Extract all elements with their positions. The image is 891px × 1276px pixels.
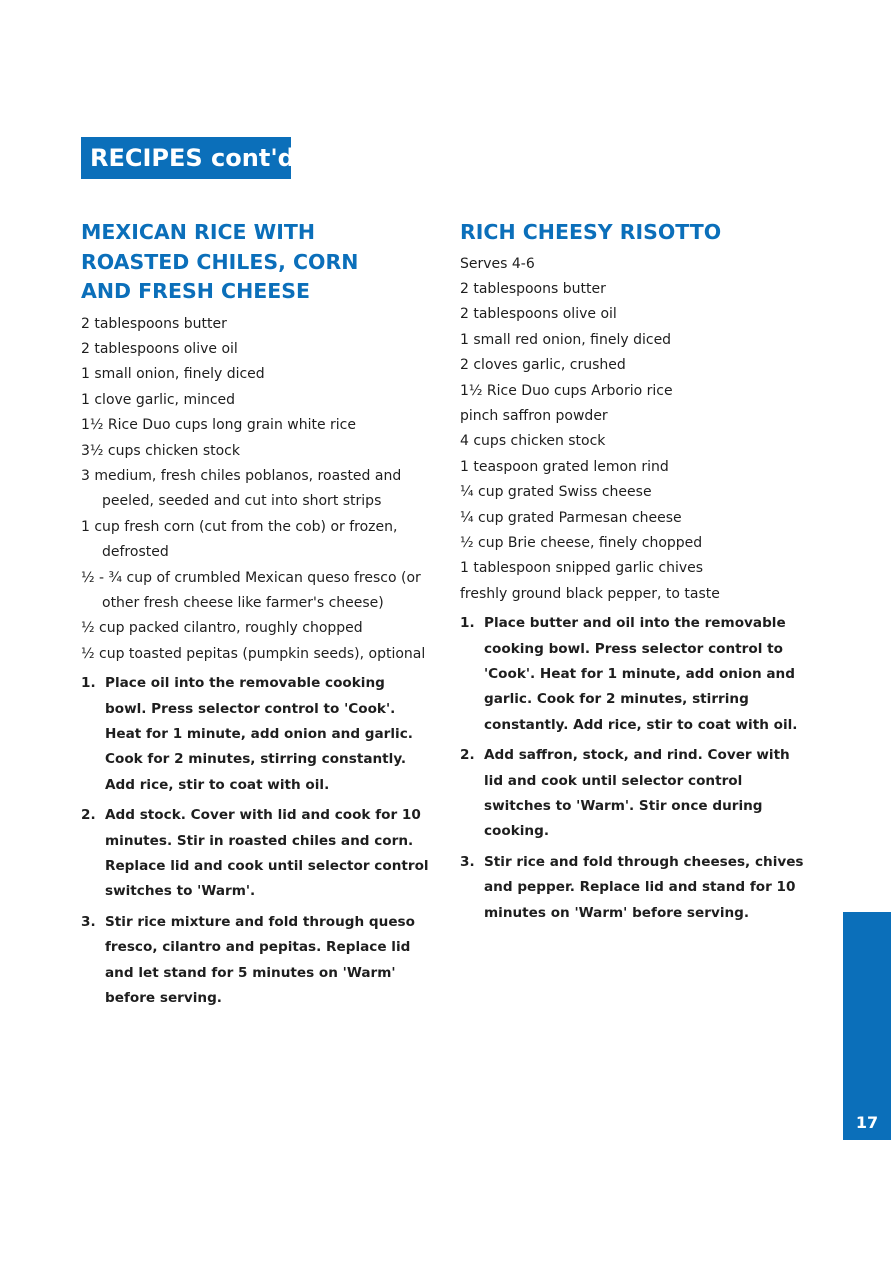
ingredient-item: 1 tablespoon snipped garlic chives bbox=[460, 560, 704, 577]
ingredient-item: ½ cup toasted pepitas (pumpkin seeds), optional bbox=[81, 645, 426, 662]
ingredient-item: 2 cloves garlic, crushed bbox=[460, 357, 626, 374]
recipe-title-line: MEXICAN RICE WITH bbox=[81, 220, 316, 244]
ingredient-item: 4 cups chicken stock bbox=[460, 433, 606, 450]
ingredient-item: 1 teaspoon grated lemon rind bbox=[460, 458, 669, 475]
ingredient-list bbox=[81, 312, 429, 668]
ingredient-item: 1½ Rice Duo cups Arborio rice bbox=[460, 382, 673, 399]
ingredient-item: ½ - ¾ cup of crumbled Mexican queso fresco (or other fresh cheese like farmer's cheese) bbox=[81, 569, 421, 611]
ingredient-item: 2 tablespoons olive oil bbox=[81, 340, 238, 357]
method-step bbox=[81, 803, 429, 905]
step-number: 3. bbox=[81, 913, 96, 930]
step-text: Place butter and oil into the removable cooking bowl. Press selector control to 'Cook'. Heat for 1 minute, add onion and garlic. Cook for 2 minutes, stirring constantly. Add rice, stir to coat with oil. bbox=[484, 615, 798, 733]
step-number: 1. bbox=[81, 675, 96, 692]
ingredient-item: ½ cup Brie cheese, finely chopped bbox=[460, 534, 703, 551]
recipe-cheesy-risotto bbox=[460, 218, 810, 931]
step-text: Add stock. Cover with lid and cook for 10 minutes. Stir in roasted chiles and corn. Replace lid and cook until selector control switches to 'Warm'. bbox=[105, 807, 429, 900]
ingredient-item: 2 tablespoons olive oil bbox=[460, 306, 617, 323]
ingredient-item: 1½ Rice Duo cups long grain white rice bbox=[81, 417, 356, 434]
ingredient-item: ½ cup packed cilantro, roughly chopped bbox=[81, 620, 363, 637]
ingredient-item: 2 tablespoons butter bbox=[81, 315, 227, 332]
ingredient-item: 1 cup fresh corn (cut from the cob) or frozen, defrosted bbox=[81, 518, 398, 561]
method-step bbox=[460, 743, 810, 845]
method-step bbox=[81, 910, 429, 1012]
serves-info: Serves 4-6 bbox=[460, 255, 535, 272]
page-number: 17 bbox=[855, 1113, 879, 1132]
step-text: Add saffron, stock, and rind. Cover with lid and cook until selector control switches to 'Warm'. Stir once during cooking. bbox=[484, 747, 790, 840]
step-text: Stir rice mixture and fold through queso fresco, cilantro and pepitas. Replace lid and let stand for 5 minutes on 'Warm' before serving. bbox=[105, 913, 415, 1007]
step-number: 1. bbox=[460, 615, 475, 632]
ingredient-item: ¼ cup grated Parmesan cheese bbox=[460, 509, 682, 526]
ingredient-item: 1 small red onion, finely diced bbox=[460, 331, 672, 348]
method-step bbox=[460, 850, 810, 926]
method-steps bbox=[460, 611, 810, 926]
recipe-title-line: AND FRESH CHEESE bbox=[81, 279, 311, 303]
ingredient-item: 1 clove garlic, minced bbox=[81, 391, 236, 408]
section-banner: RECIPES cont'd bbox=[81, 137, 291, 179]
ingredient-item: 1 small onion, finely diced bbox=[81, 366, 265, 383]
ingredient-item: pinch saffron powder bbox=[460, 407, 608, 424]
recipe-title bbox=[81, 218, 429, 307]
recipe-title-line: ROASTED CHILES, CORN bbox=[81, 249, 359, 274]
method-steps bbox=[81, 671, 429, 1011]
step-number: 2. bbox=[81, 807, 96, 824]
ingredient-item: ¼ cup grated Swiss cheese bbox=[460, 484, 652, 501]
ingredient-item: 3 medium, fresh chiles poblanos, roasted and peeled, seeded and cut into short strips bbox=[81, 467, 402, 510]
ingredient-item: freshly ground black pepper, to taste bbox=[460, 585, 720, 602]
step-number: 2. bbox=[460, 747, 475, 764]
method-step bbox=[460, 611, 810, 738]
method-step bbox=[81, 671, 429, 798]
ingredient-item: 2 tablespoons butter bbox=[460, 280, 606, 297]
ingredient-item: 3½ cups chicken stock bbox=[81, 442, 240, 459]
step-text: Stir rice and fold through cheeses, chives and pepper. Replace lid and stand for 10 minutes on 'Warm' before serving. bbox=[484, 853, 804, 921]
recipe-mexican-rice bbox=[81, 218, 429, 1016]
ingredient-list bbox=[460, 277, 810, 607]
step-text: Place oil into the removable cooking bowl. Press selector control to 'Cook'. Heat for 1 minute, add onion and garlic. Cook for 2 minutes, stirring constantly. Add rice, stir to coat with oil. bbox=[105, 675, 413, 793]
step-number: 3. bbox=[460, 853, 475, 870]
page-tab bbox=[843, 912, 891, 1140]
recipe-title: RICH CHEESY RISOTTO bbox=[460, 220, 722, 244]
